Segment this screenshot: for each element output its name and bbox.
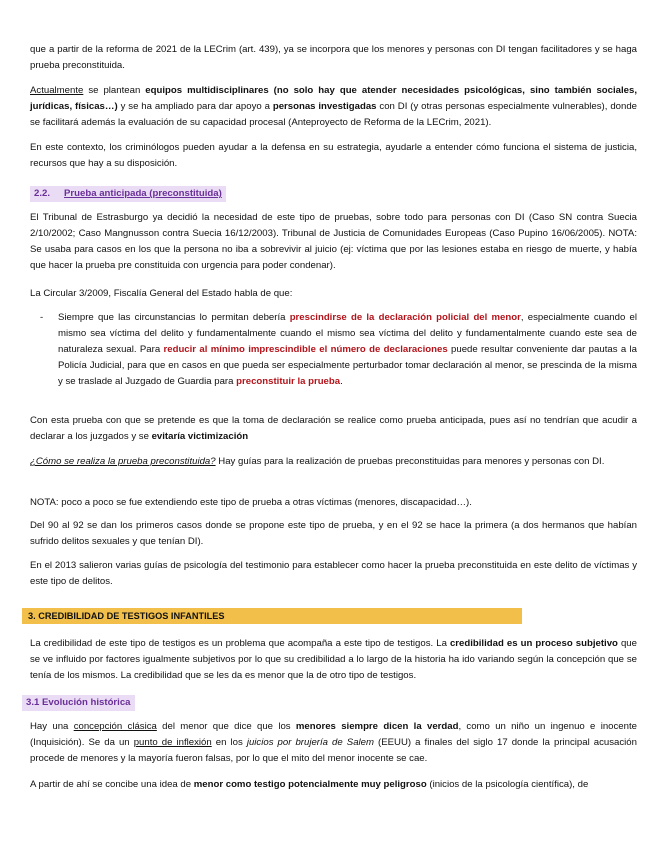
paragraph-equipos-multidisciplinares: Actualmente se plantean equipos multidisciplinares (no solo hay que atender necesidades psicológicas, sino también sociales, jurídicas, físicas…) y se ha ampliado para dar apoyo a personas investigadas con DI (y otras personas especialmente vulnerables), donde se facilitará además la evaluación de su capacidad procesal (Anteproyecto de Reforma de la LECrim, 2021). — [30, 85, 637, 128]
section-heading-2-2: 2.2. Prueba anticipada (preconstituida) — [30, 186, 226, 202]
section-heading-3: 3. CREDIBILIDAD DE TESTIGOS INFANTILES — [22, 608, 522, 624]
paragraph-tribunal-estrasburgo: El Tribunal de Estrasburgo ya decidió la necesidad de este tipo de pruebas, sobre todo para personas con DI (Caso SN contra Suecia 2/10/2002; Caso Mangnusson contra Suecia 16/12/2003). Tribunal de Justicia de Comunidades Europeas (Caso Pupino 16/06/2005). NOTA: Se usaba para casos en los que la persona no iba a sobrevivir al juicio (ej: víctima que por las lesiones estaba en riesgo de muerte, y había que hacer la prueba pre constituida con urgencia para poder condenar). — [30, 212, 637, 271]
paragraph-guias-2013: En el 2013 salieron varias guías de psicología del testimonio para establecer como hacer la prueba preconstituida en este delito de víctimas y este tipo de delitos. — [30, 560, 637, 587]
paragraph-nota-extension: NOTA: poco a poco se fue extendiendo este tipo de prueba a otras víctimas (menores, discapacidad…). — [30, 497, 472, 508]
paragraph-criminologos: En este contexto, los criminólogos pueden ayudar a la defensa en su estrategia, ayudarle a entender cómo funciona el sistema de justicia, recursos que hay a su disposición. — [30, 142, 637, 169]
section-heading-3-1: 3.1 Evolución histórica — [22, 695, 135, 711]
paragraph-reforma-lecrim: que a partir de la reforma de 2021 de la LECrim (art. 439), ya se incorpora que los menores y personas con DI tengan facilitadores y se haga prueba preconstituida. — [30, 44, 637, 71]
paragraph-como-se-realiza: ¿Cómo se realiza la prueba preconstituida? Hay guías para la realización de pruebas preconstituidas para menores y personas con DI. — [30, 456, 605, 467]
paragraph-primeros-casos: Del 90 al 92 se dan los primeros casos donde se propone este tipo de prueba, y en el 92 se hace la primera (a dos hermanos que habían sufrido delitos sexuales y que tenían DI). — [30, 520, 637, 547]
paragraph-menor-peligroso: A partir de ahí se concibe una idea de menor como testigo potencialmente muy peligroso (inicios de la psicología científica), de — [30, 779, 589, 790]
paragraph-evolucion-historica: Hay una concepción clásica del menor que dice que los menores siempre dicen la verdad, como un niño un ingenuo e inocente (Inquisición). Se da un punto de inflexión en los juicios por brujería de Salem (EEUU) a finales del siglo 17 donde la principal acusación procede de menores y la mayoría fueron falsas, por lo que el mito del menor inocente se cae. — [30, 721, 637, 764]
paragraph-circular: La Circular 3/2009, Fiscalía General del Estado habla de que: — [30, 288, 293, 299]
bullet-item-circular: Siempre que las circunstancias lo permitan debería prescindirse de la declaración policial del menor, especialmente cuando el mismo sea víctima del delito y fundamentalmente cuando el mismo sea víctima del delito y fundamentalmente cuando este sea de naturaleza sexual. Para reducir al mínimo imprescindible el número de declaraciones puede resultar conveniente dar pautas a la Policía Judicial, para que en casos en que pueda ser especialmente perturbador tomar declaración al menor, se prescinda de la misma y se traslade al Juzgado de Guardia para preconstituir la prueba. — [58, 312, 637, 387]
paragraph-credibilidad: La credibilidad de este tipo de testigos es un problema que acompaña a este tipo de testigos. La credibilidad es un proceso subjetivo que se ve influido por factores igualmente subjetivos por lo que su credibilidad a lo largo de la historia ha ido variando según la concepción que se tenía de los mismos. La credibilidad que se les da es menor que la de otro tipo de testigos. — [30, 638, 637, 681]
bullet-dash: - — [40, 312, 44, 323]
paragraph-prueba-anticipada: Con esta prueba con que se pretende es que la toma de declaración se realice como prueba anticipada, pues así no tendrían que acudir a declarar a los juzgados y se evitaría victimización — [30, 415, 637, 442]
